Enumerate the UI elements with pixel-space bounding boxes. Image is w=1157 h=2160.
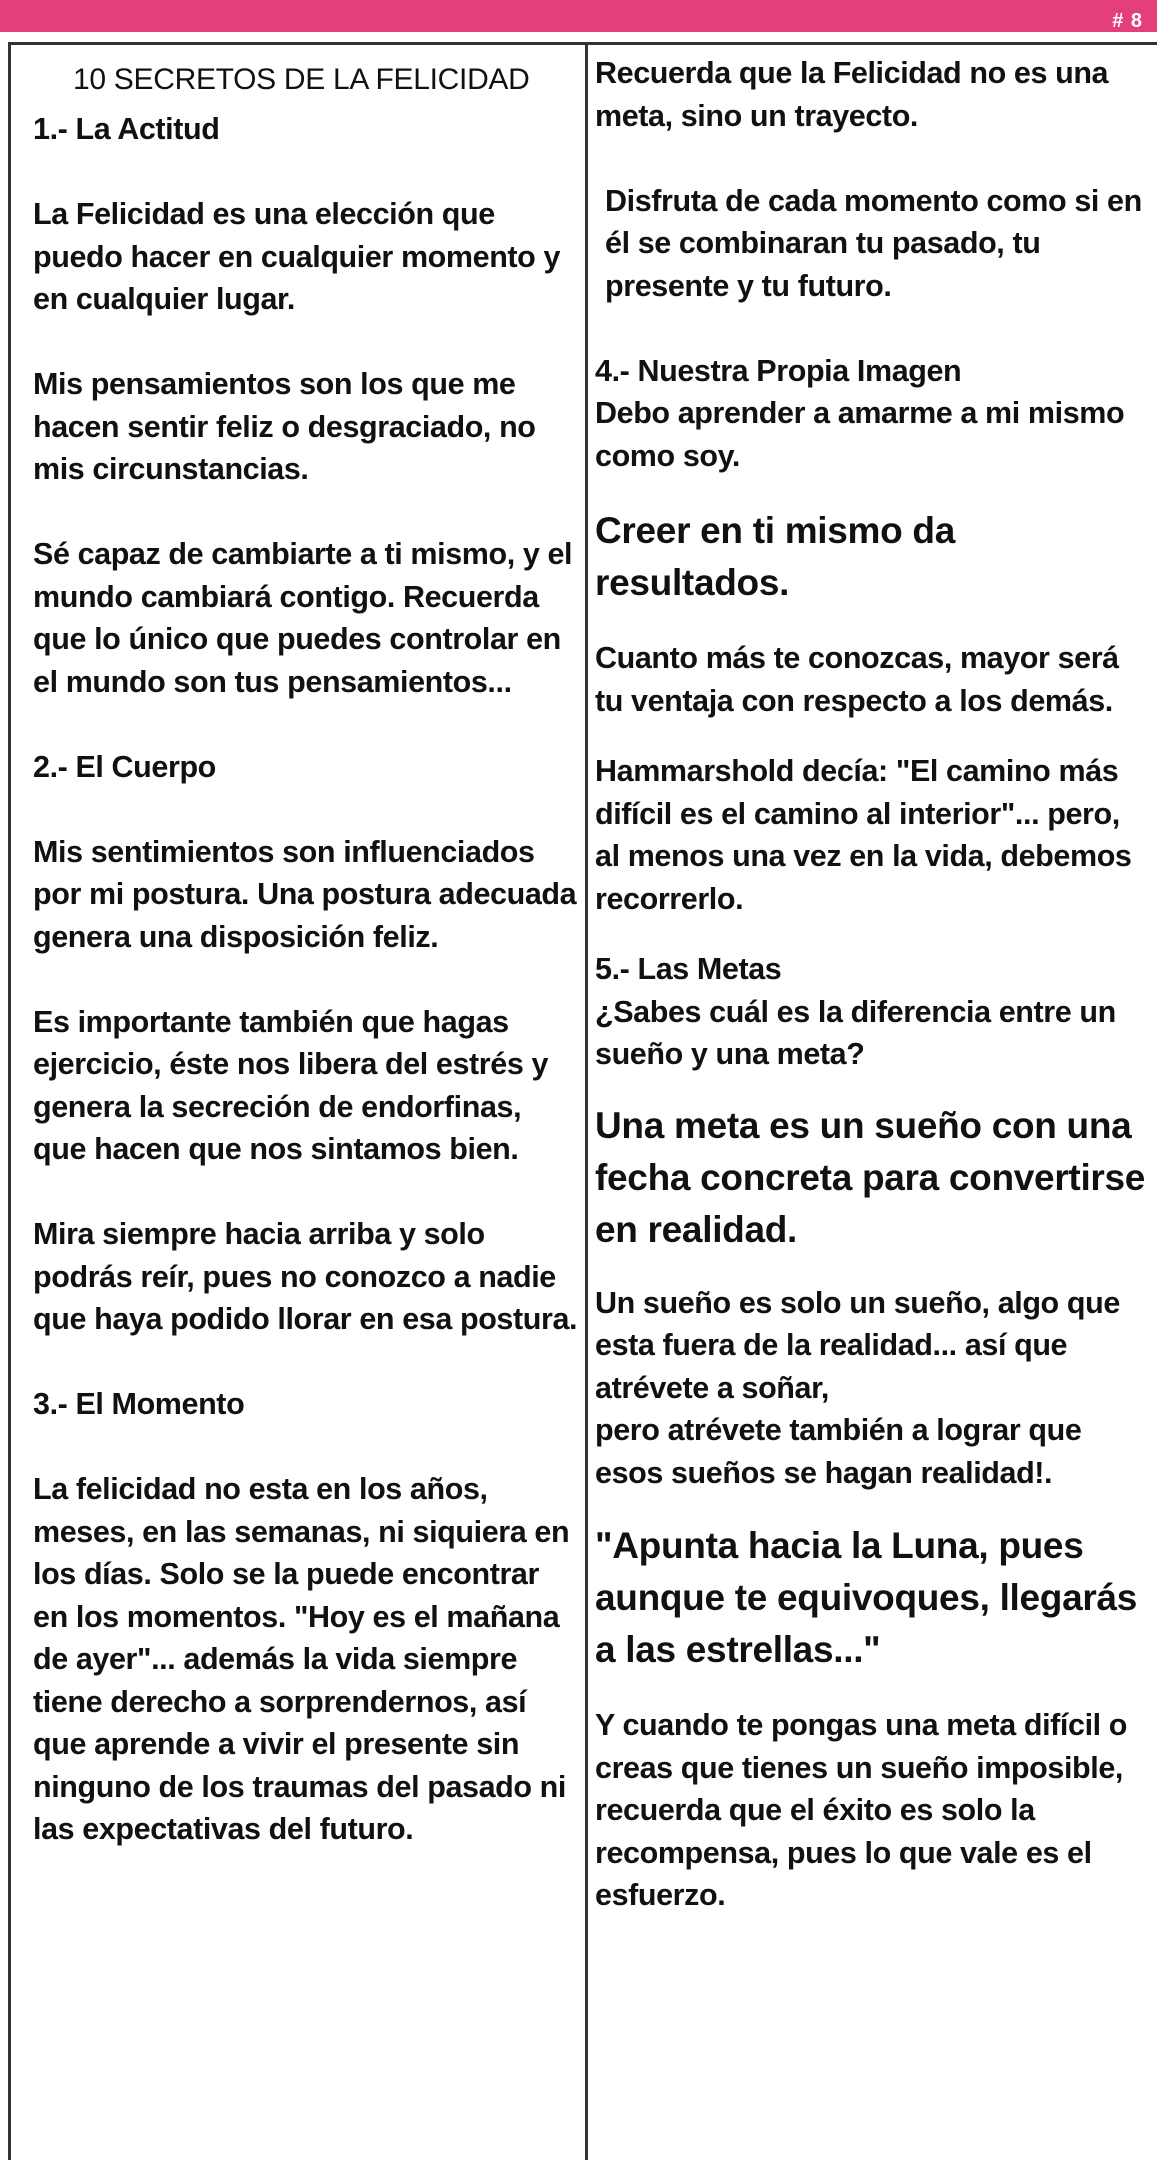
section-5-paragraph: Y cuando te pongas una meta difícil o creas que tienes un sueño imposible, recuerda que el éxito es solo la recompensa, pues lo que vale es el esfuerzo. [595, 1708, 1128, 1912]
section-1-heading: 1.- La Actitud [33, 112, 220, 146]
section-3-paragraph: Disfruta de cada momento como si en él se combinaran tu pasado, tu presente y tu futuro. [605, 183, 1142, 303]
section-2-paragraph: Es importante también que hagas ejercicio, éste nos libera del estrés y genera la secreción de endorfinas, que hacen que nos sintamos bien. [33, 1004, 549, 1166]
section-5-quote: "Apunta hacia la Luna, pues aunque te equivoques, llegarás a las estrellas..." [595, 1525, 1138, 1670]
section-3-paragraph: Recuerda que la Felicidad no es una meta, sino un trayecto. [595, 56, 1109, 133]
frame-left-border [8, 42, 11, 2160]
section-3-heading: 3.- El Momento [33, 1387, 245, 1421]
document-title: 10 SECRETOS DE LA FELICIDAD [73, 63, 530, 96]
section-4-paragraph: Debo aprender a amarme a mi mismo como soy. [595, 396, 1125, 473]
section-4-paragraph: Cuanto más te conozcas, mayor será tu ventaja con respecto a los demás. [595, 641, 1119, 718]
section-5-paragraph: ¿Sabes cuál es la diferencia entre un sueño y una meta? [595, 994, 1116, 1071]
section-1-paragraph: Sé capaz de cambiarte a ti mismo, y el mundo cambiará contigo. Recuerda que lo único que puedes controlar en el mundo son tus pensamientos... [33, 537, 573, 699]
column-divider [585, 42, 588, 2160]
right-column [595, 52, 1150, 1917]
section-4-paragraph: Hammarshold decía: "El camino más difícil es el camino al interior"... pero, al menos una vez en la vida, debemos recorrerlo. [595, 754, 1132, 916]
page-number: # 8 [1112, 10, 1143, 32]
section-5-paragraph: pero atrévete también a lograr que esos sueños se hagan realidad!. [595, 1413, 1082, 1490]
section-5-highlight: Una meta es un sueño con una fecha concreta para convertirse en realidad. [595, 1104, 1146, 1250]
section-2-heading: 2.- El Cuerpo [33, 749, 216, 784]
section-5-heading: 5.- Las Metas [595, 952, 782, 986]
section-1-paragraph: La Felicidad es una elección que puedo hacer en cualquier momento y en cualquier lugar. [33, 197, 561, 316]
section-5-paragraph: Un sueño es solo un sueño, algo que esta fuera de la realidad... así que atrévete a soñar, [595, 1285, 1120, 1405]
section-4-heading: 4.- Nuestra Propia Imagen [595, 353, 962, 388]
section-3-paragraph: La felicidad no esta en los años, meses, en las semanas, ni siquiera en los días. Solo se la puede encontrar en los momentos. "Hoy es el mañana de ayer"... además la vida siempre tiene derecho a sorprendernos, así que aprende a vivir el presente sin ninguno de los traumas del pasado ni las expectativas del futuro. [33, 1472, 570, 1846]
section-2-paragraph: Mira siempre hacia arriba y solo podrás reír, pues no conozco a nadie que haya podido llorar en esa postura. [33, 1217, 578, 1336]
section-2-paragraph: Mis sentimientos son influenciados por mi postura. Una postura adecuada genera una disposición feliz. [33, 834, 577, 954]
top-accent-bar [0, 0, 1157, 32]
left-column [33, 40, 578, 1851]
section-1-paragraph: Mis pensamientos son los que me hacen sentir feliz o desgraciado, no mis circunstancias. [33, 367, 536, 486]
section-4-highlight: Creer en ti mismo da resultados. [595, 510, 956, 603]
